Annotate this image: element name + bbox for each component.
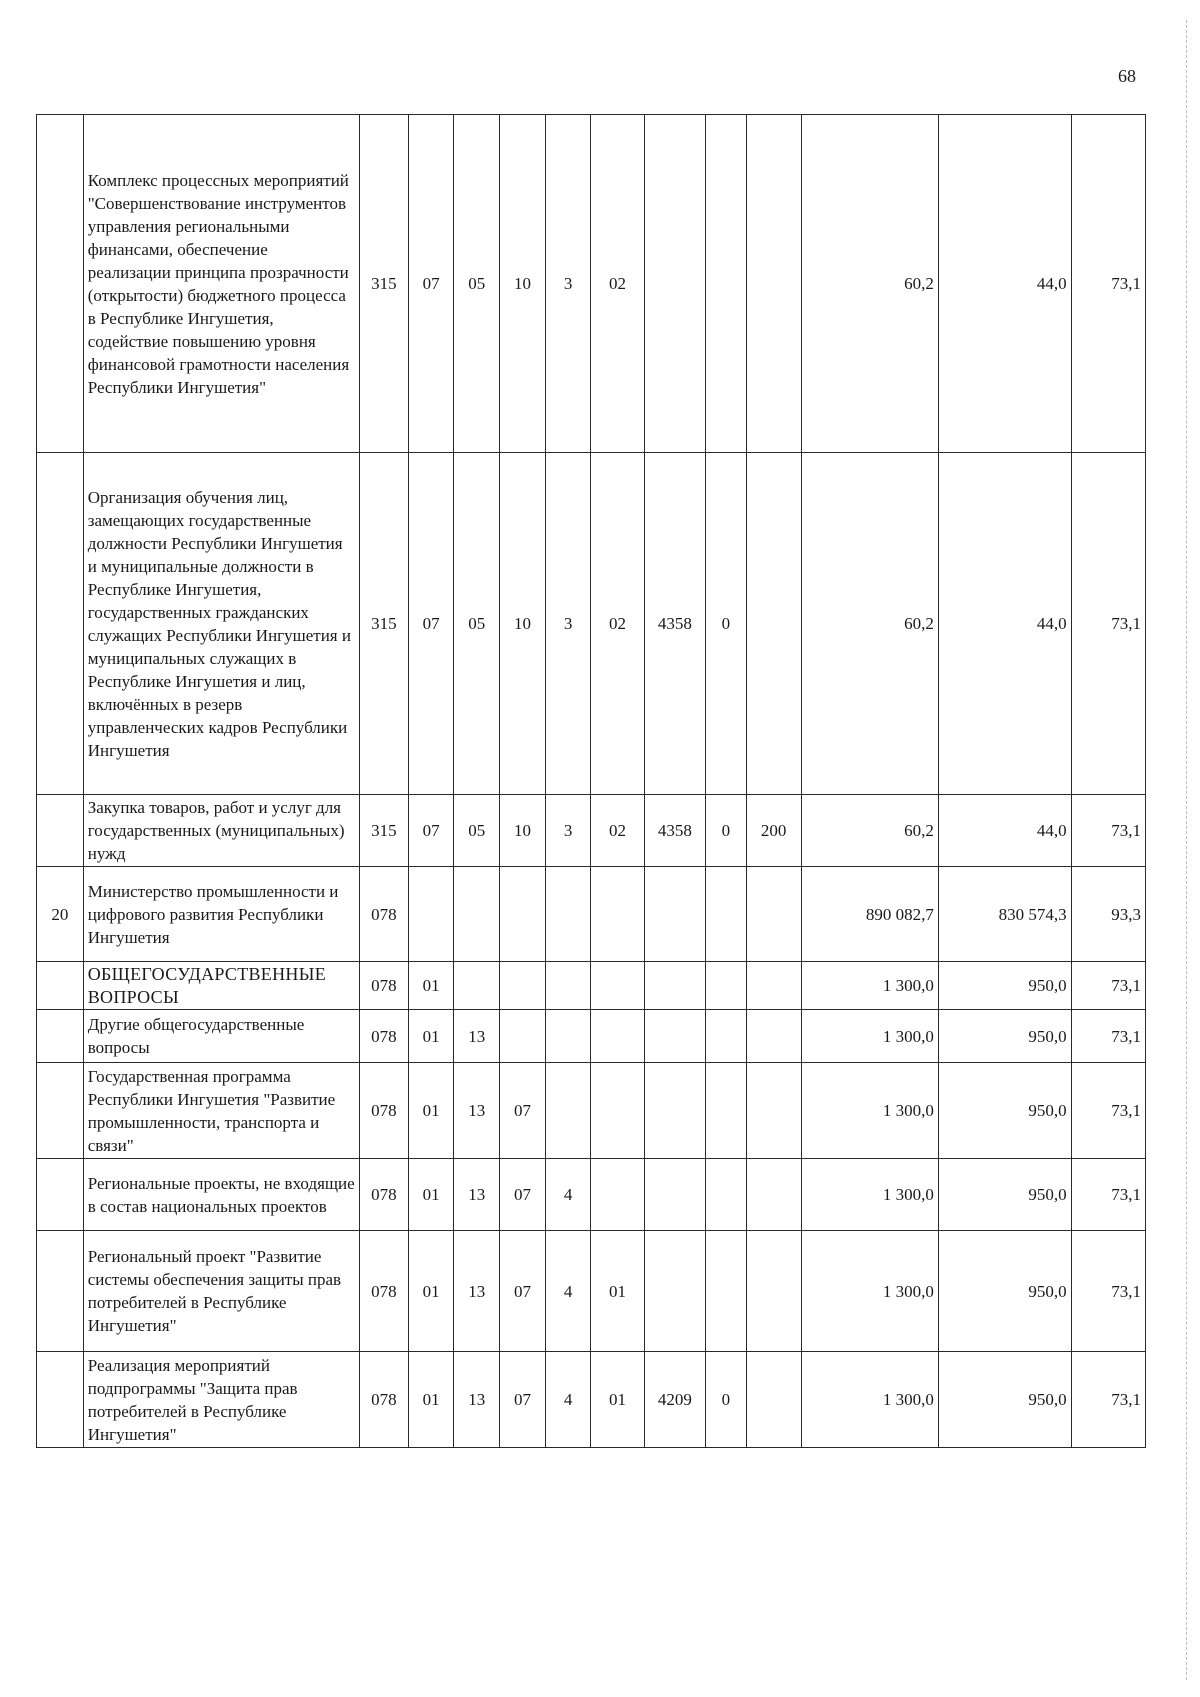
ministry-code-cell: 315: [359, 453, 408, 795]
row-number-cell: [37, 1010, 84, 1063]
item-name-cell: Министерство промышленности и цифрового развития Республики Ингушетия: [83, 867, 359, 962]
structure-element-cell: [591, 867, 644, 962]
executed-amount-cell: 830 574,3: [938, 867, 1071, 962]
row-number-cell: [37, 962, 84, 1010]
direction-suffix-cell: [706, 1159, 746, 1231]
program-code-cell: 07: [500, 1159, 546, 1231]
execution-percent-cell: 73,1: [1071, 1063, 1145, 1159]
row-number-cell: [37, 453, 84, 795]
expense-type-cell: [746, 453, 801, 795]
expense-type-cell: [746, 867, 801, 962]
executed-amount-cell: 950,0: [938, 1063, 1071, 1159]
executed-amount-cell: 950,0: [938, 1231, 1071, 1352]
expense-type-cell: [746, 962, 801, 1010]
table-row: [37, 867, 1146, 962]
direction-suffix-cell: [706, 1063, 746, 1159]
section-code-cell: 07: [408, 115, 454, 453]
execution-percent-cell: 73,1: [1071, 962, 1145, 1010]
table-row: [37, 453, 1146, 795]
section-code-cell: 07: [408, 795, 454, 867]
executed-amount-cell: 950,0: [938, 962, 1071, 1010]
budget-table-body: [37, 115, 1146, 1448]
direction-suffix-cell: 0: [706, 795, 746, 867]
expense-type-cell: [746, 1063, 801, 1159]
subsection-code-cell: 05: [454, 453, 500, 795]
expense-type-cell: 200: [746, 795, 801, 867]
planned-amount-cell: 60,2: [801, 115, 938, 453]
budget-table: [36, 114, 1146, 1448]
row-number-cell: [37, 115, 84, 453]
subsection-code-cell: 05: [454, 795, 500, 867]
structure-element-cell: 02: [591, 795, 644, 867]
direction-suffix-cell: [706, 1231, 746, 1352]
program-code-cell: 07: [500, 1063, 546, 1159]
expense-type-cell: [746, 1159, 801, 1231]
subsection-code-cell: [454, 867, 500, 962]
direction-suffix-cell: [706, 962, 746, 1010]
subprogram-type-cell: [545, 1063, 591, 1159]
structure-element-cell: [591, 1159, 644, 1231]
subprogram-type-cell: 4: [545, 1231, 591, 1352]
executed-amount-cell: 44,0: [938, 795, 1071, 867]
execution-percent-cell: 73,1: [1071, 115, 1145, 453]
item-name-cell: Другие общегосударственные вопросы: [83, 1010, 359, 1063]
subsection-code-cell: 13: [454, 1231, 500, 1352]
execution-percent-cell: 73,1: [1071, 453, 1145, 795]
direction-code-cell: [644, 1010, 706, 1063]
table-row: [37, 1231, 1146, 1352]
execution-percent-cell: 73,1: [1071, 1159, 1145, 1231]
direction-suffix-cell: [706, 115, 746, 453]
program-code-cell: 07: [500, 1231, 546, 1352]
executed-amount-cell: 950,0: [938, 1010, 1071, 1063]
executed-amount-cell: 950,0: [938, 1159, 1071, 1231]
structure-element-cell: 02: [591, 453, 644, 795]
table-row: [37, 115, 1146, 453]
item-name-cell: Реализация мероприятий подпрограммы "Защита прав потребителей в Республике Ингушетия": [83, 1352, 359, 1448]
direction-code-cell: 4209: [644, 1352, 706, 1448]
table-row: [37, 962, 1146, 1010]
subsection-code-cell: [454, 962, 500, 1010]
executed-amount-cell: 44,0: [938, 115, 1071, 453]
structure-element-cell: [591, 1010, 644, 1063]
direction-suffix-cell: [706, 867, 746, 962]
execution-percent-cell: 93,3: [1071, 867, 1145, 962]
subsection-code-cell: 13: [454, 1352, 500, 1448]
direction-code-cell: [644, 1231, 706, 1352]
subprogram-type-cell: [545, 962, 591, 1010]
row-number-cell: [37, 1063, 84, 1159]
item-name-cell: Организация обучения лиц, замещающих государственные должности Республики Ингушетия и муниципальные должности в Республике Ингушетия, государственных гражданских служащих Республики Ингушетия и муниципальных служащих в Республике Ингушетия и лиц, включённых в резерв управленческих кадров Республики Ингушетия: [83, 453, 359, 795]
execution-percent-cell: 73,1: [1071, 1231, 1145, 1352]
planned-amount-cell: 890 082,7: [801, 867, 938, 962]
ministry-code-cell: 078: [359, 962, 408, 1010]
direction-code-cell: [644, 1159, 706, 1231]
planned-amount-cell: 1 300,0: [801, 962, 938, 1010]
planned-amount-cell: 1 300,0: [801, 1352, 938, 1448]
ministry-code-cell: 078: [359, 1231, 408, 1352]
section-code-cell: 01: [408, 1063, 454, 1159]
subprogram-type-cell: [545, 1010, 591, 1063]
expense-type-cell: [746, 115, 801, 453]
table-row: [37, 1159, 1146, 1231]
direction-code-cell: [644, 962, 706, 1010]
subsection-code-cell: 13: [454, 1010, 500, 1063]
direction-code-cell: [644, 867, 706, 962]
table-row: [37, 795, 1146, 867]
direction-code-cell: [644, 115, 706, 453]
program-code-cell: 10: [500, 795, 546, 867]
item-name-cell: Комплекс процессных мероприятий "Совершенствование инструментов управления региональными финансами, обеспечение реализации принципа прозрачности (открытости) бюджетного процесса в Республике Ингушетия, содействие повышению уровня финансовой грамотности населения Республики Ингушетия": [83, 115, 359, 453]
row-number-cell: [37, 1159, 84, 1231]
section-code-cell: 01: [408, 1159, 454, 1231]
section-code-cell: [408, 867, 454, 962]
planned-amount-cell: 1 300,0: [801, 1231, 938, 1352]
ministry-code-cell: 315: [359, 795, 408, 867]
subprogram-type-cell: 3: [545, 115, 591, 453]
item-name-cell: Государственная программа Республики Ингушетия "Развитие промышленности, транспорта и связи": [83, 1063, 359, 1159]
program-code-cell: 10: [500, 453, 546, 795]
ministry-code-cell: 078: [359, 867, 408, 962]
program-code-cell: 10: [500, 115, 546, 453]
structure-element-cell: 01: [591, 1231, 644, 1352]
execution-percent-cell: 73,1: [1071, 795, 1145, 867]
subprogram-type-cell: 3: [545, 795, 591, 867]
program-code-cell: [500, 962, 546, 1010]
ministry-code-cell: 078: [359, 1063, 408, 1159]
executed-amount-cell: 44,0: [938, 453, 1071, 795]
program-code-cell: [500, 1010, 546, 1063]
section-code-cell: 01: [408, 962, 454, 1010]
item-name-cell: Региональные проекты, не входящие в состав национальных проектов: [83, 1159, 359, 1231]
structure-element-cell: [591, 1063, 644, 1159]
section-code-cell: 01: [408, 1231, 454, 1352]
table-row: [37, 1063, 1146, 1159]
subsection-code-cell: 05: [454, 115, 500, 453]
direction-code-cell: [644, 1063, 706, 1159]
section-code-cell: 01: [408, 1010, 454, 1063]
scan-edge-line: [1186, 20, 1187, 1680]
direction-code-cell: 4358: [644, 453, 706, 795]
ministry-code-cell: 315: [359, 115, 408, 453]
structure-element-cell: [591, 962, 644, 1010]
execution-percent-cell: 73,1: [1071, 1010, 1145, 1063]
row-number-cell: [37, 795, 84, 867]
executed-amount-cell: 950,0: [938, 1352, 1071, 1448]
subprogram-type-cell: [545, 867, 591, 962]
subprogram-type-cell: 3: [545, 453, 591, 795]
structure-element-cell: 01: [591, 1352, 644, 1448]
direction-suffix-cell: 0: [706, 453, 746, 795]
item-name-cell: Закупка товаров, работ и услуг для государственных (муниципальных) нужд: [83, 795, 359, 867]
expense-type-cell: [746, 1352, 801, 1448]
section-code-cell: 01: [408, 1352, 454, 1448]
expense-type-cell: [746, 1231, 801, 1352]
row-number-cell: 20: [37, 867, 84, 962]
direction-suffix-cell: 0: [706, 1352, 746, 1448]
planned-amount-cell: 60,2: [801, 795, 938, 867]
direction-code-cell: 4358: [644, 795, 706, 867]
ministry-code-cell: 078: [359, 1352, 408, 1448]
planned-amount-cell: 60,2: [801, 453, 938, 795]
row-number-cell: [37, 1231, 84, 1352]
section-code-cell: 07: [408, 453, 454, 795]
execution-percent-cell: 73,1: [1071, 1352, 1145, 1448]
item-name-cell: ОБЩЕГОСУДАРСТВЕННЫЕ ВОПРОСЫ: [83, 962, 359, 1010]
item-name-cell: Региональный проект "Развитие системы обеспечения защиты прав потребителей в Республике Ингушетия": [83, 1231, 359, 1352]
subprogram-type-cell: 4: [545, 1159, 591, 1231]
subsection-code-cell: 13: [454, 1159, 500, 1231]
program-code-cell: [500, 867, 546, 962]
planned-amount-cell: 1 300,0: [801, 1010, 938, 1063]
planned-amount-cell: 1 300,0: [801, 1159, 938, 1231]
table-row: [37, 1010, 1146, 1063]
planned-amount-cell: 1 300,0: [801, 1063, 938, 1159]
ministry-code-cell: 078: [359, 1010, 408, 1063]
ministry-code-cell: 078: [359, 1159, 408, 1231]
row-number-cell: [37, 1352, 84, 1448]
program-code-cell: 07: [500, 1352, 546, 1448]
subprogram-type-cell: 4: [545, 1352, 591, 1448]
subsection-code-cell: 13: [454, 1063, 500, 1159]
structure-element-cell: 02: [591, 115, 644, 453]
direction-suffix-cell: [706, 1010, 746, 1063]
table-row: [37, 1352, 1146, 1448]
page-number: 68: [1118, 66, 1136, 86]
expense-type-cell: [746, 1010, 801, 1063]
